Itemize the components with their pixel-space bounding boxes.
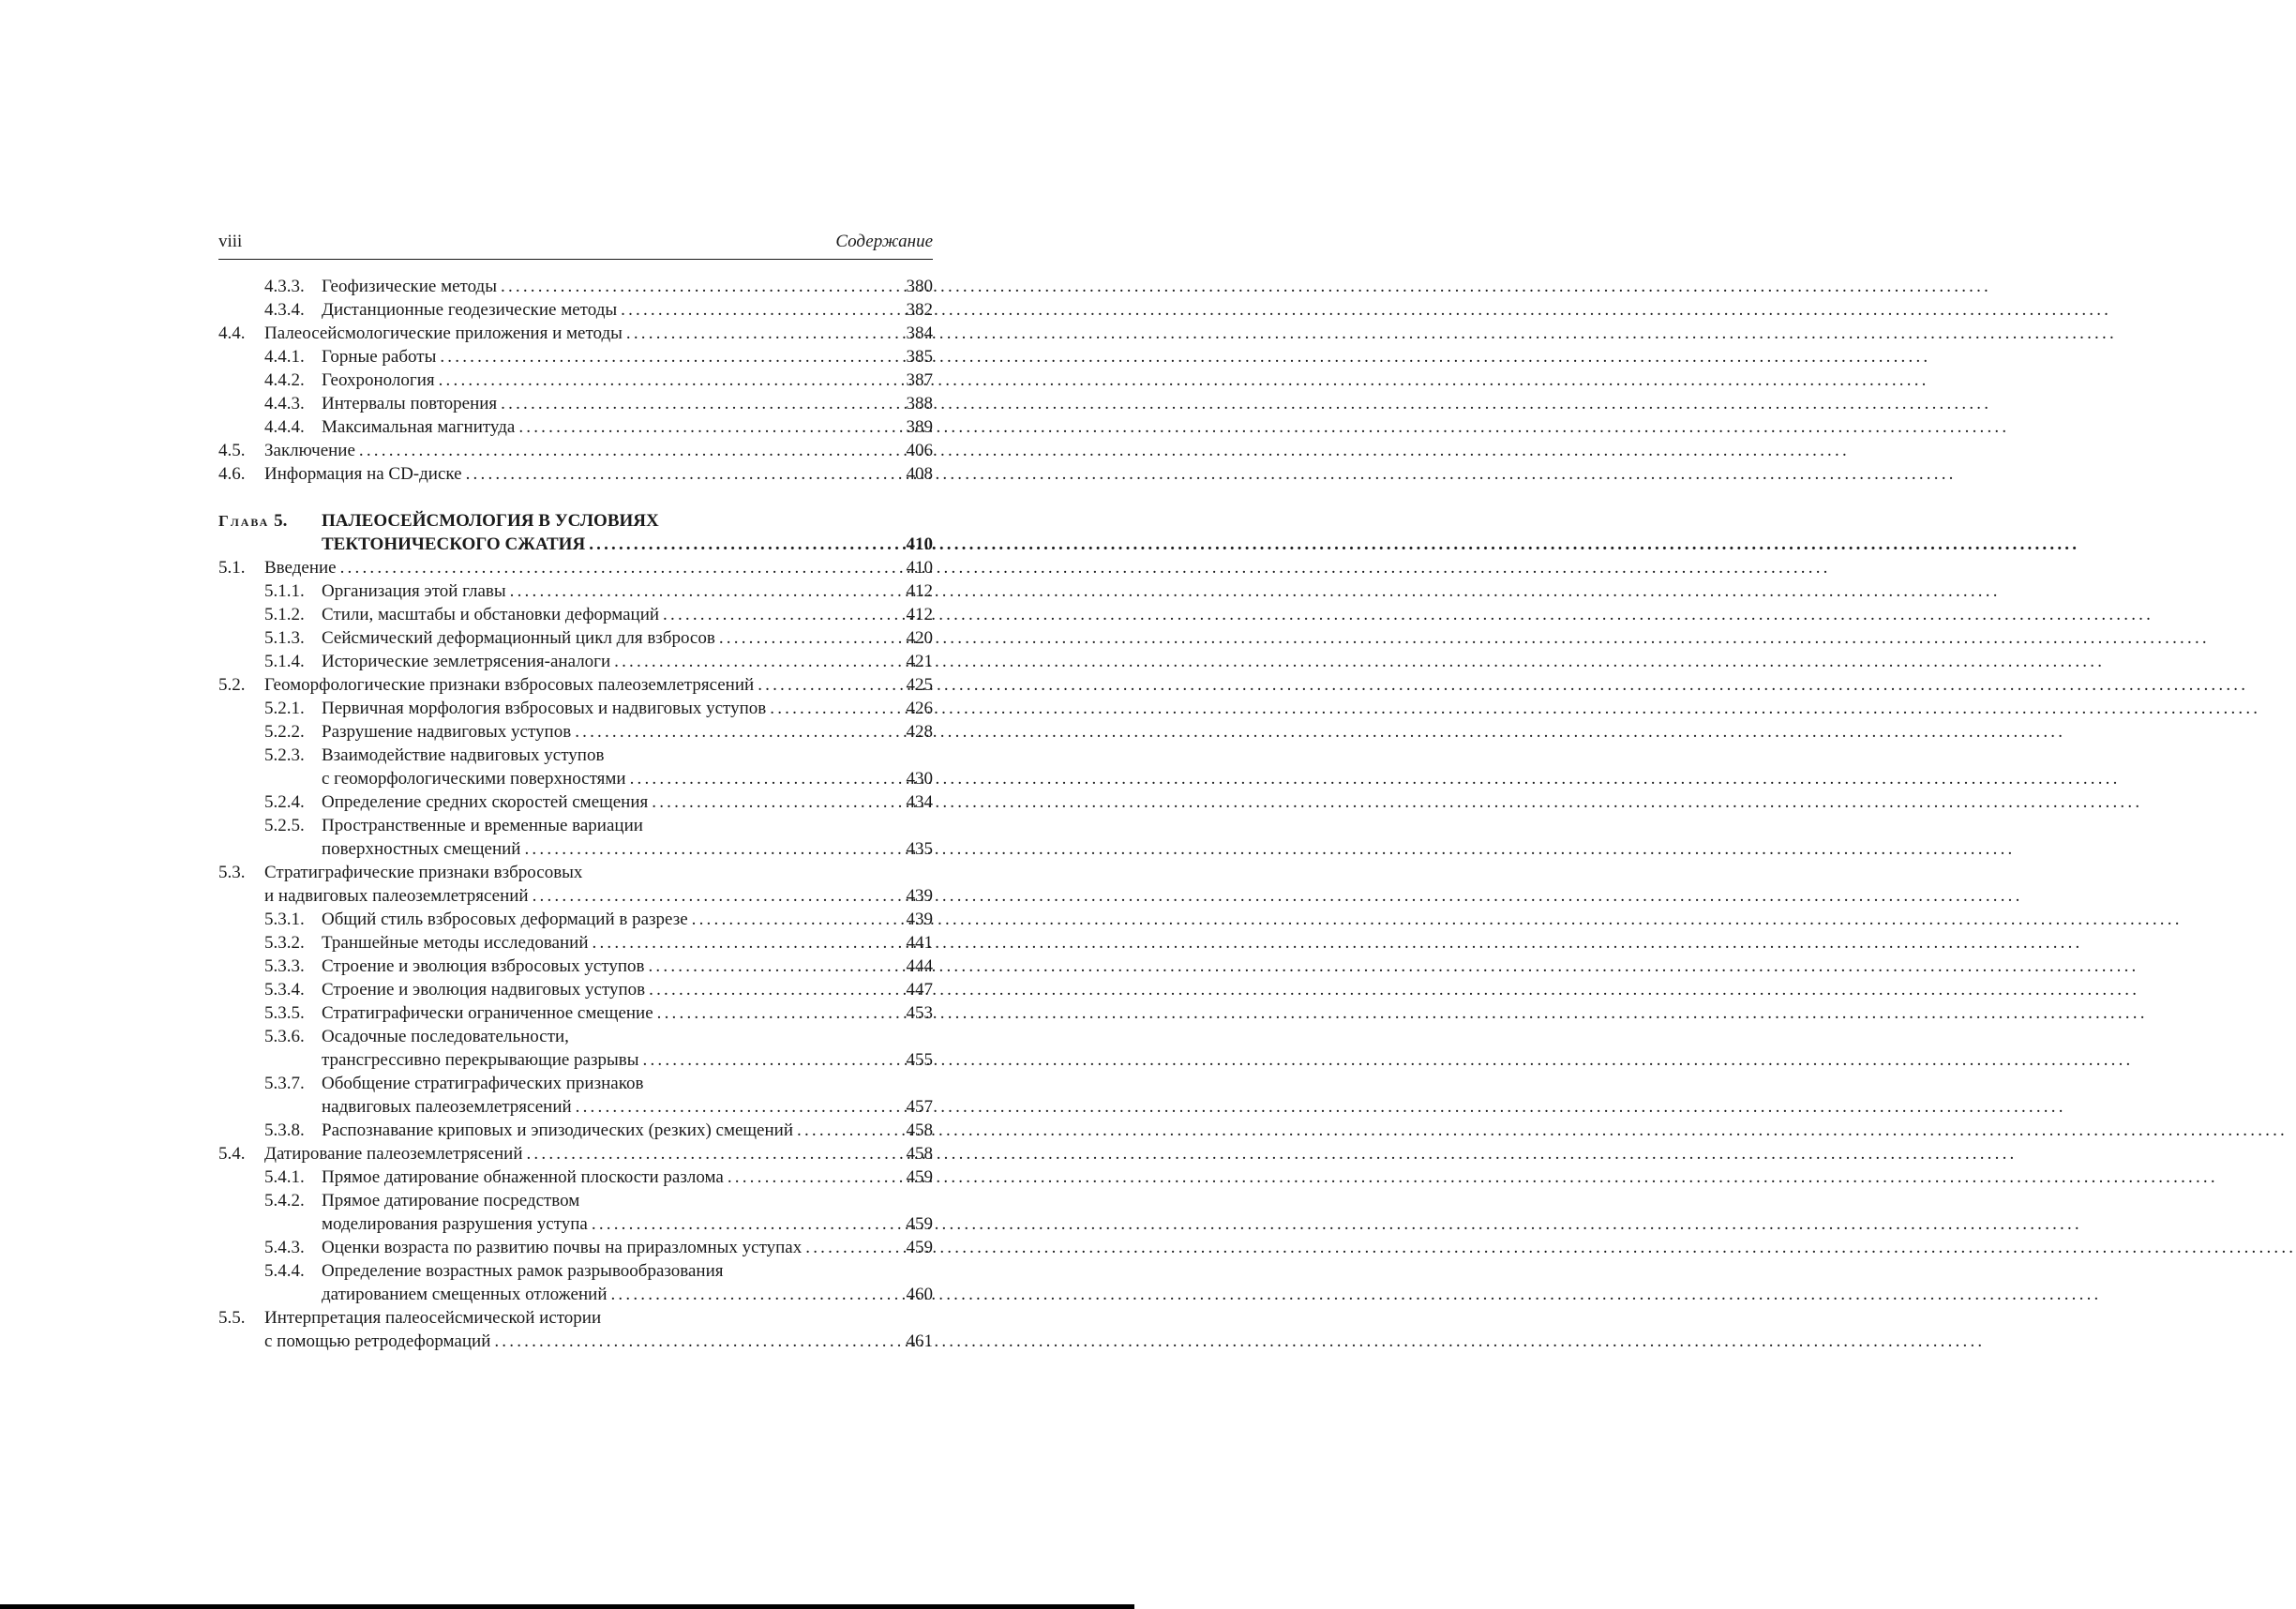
toc-entry-title: Введение	[264, 558, 337, 578]
toc-entry-line	[264, 1142, 933, 1165]
toc-entry[interactable]	[218, 861, 933, 908]
toc-entry-page: 458	[906, 1120, 933, 1140]
toc-entry-title: Определение возрастных рамок разрывообразования	[322, 1261, 724, 1281]
toc-entry-line	[322, 368, 933, 392]
toc-entry-line	[322, 1001, 933, 1025]
toc-entry-title: Пространственные и временные вариации	[322, 816, 643, 835]
toc-entry-page: 441	[906, 933, 933, 953]
toc-entry-page: 412	[906, 605, 933, 624]
toc-entry-number: 5.4.2.	[264, 1191, 305, 1211]
toc-entry[interactable]	[218, 1165, 933, 1189]
toc-entry-number: 5.3.5.	[264, 1003, 305, 1023]
toc-entry-number: 4.4.1.	[264, 347, 305, 367]
chapter-title	[322, 509, 933, 556]
toc-entry-number: 5.1.3.	[264, 628, 305, 648]
toc-entry[interactable]	[218, 1236, 933, 1259]
toc-entry-line	[322, 697, 933, 720]
leader-dots	[715, 626, 907, 650]
toc-entry-body	[322, 790, 933, 814]
toc-entry[interactable]	[218, 345, 933, 368]
toc-entry-page: 382	[906, 300, 933, 320]
toc-entry[interactable]	[218, 1119, 933, 1142]
toc-entry-title: Геоморфологические признаки взбросовых палеоземлетрясений	[264, 675, 755, 695]
toc-entry[interactable]	[218, 720, 933, 744]
toc-entry-body	[264, 673, 933, 697]
toc-entry-number: 5.4.4.	[264, 1261, 305, 1281]
toc-entry-number: 5.4.1.	[264, 1167, 305, 1187]
toc-entry-line	[322, 1189, 933, 1212]
toc-entry-number: 5.4.	[218, 1144, 246, 1164]
toc-entry-number: 4.5.	[218, 441, 246, 460]
toc-entry-page: 434	[906, 792, 933, 812]
toc-entry-body	[264, 556, 933, 579]
toc-entry[interactable]	[218, 1259, 933, 1306]
leader-dots	[724, 1165, 907, 1189]
toc-entry-line	[264, 1330, 933, 1353]
toc-entry-line	[322, 1048, 933, 1072]
toc-entry-body	[264, 322, 933, 345]
toc-entry-line	[264, 556, 933, 579]
toc-entry-body	[322, 298, 933, 322]
toc-entry-body	[322, 345, 933, 368]
toc-entry-page: 453	[906, 1003, 933, 1023]
toc-entry-title: Оценки возраста по развитию почвы на приразломных уступах	[322, 1238, 803, 1257]
toc-entry-line	[322, 767, 933, 790]
toc-entry-page: 421	[906, 652, 933, 671]
toc-entry[interactable]	[218, 556, 933, 579]
toc-entry-title: Интерпретация палеосейсмической истории	[264, 1308, 602, 1328]
leader-dots	[659, 603, 906, 626]
leader-dots	[522, 1142, 906, 1165]
toc-entry[interactable]	[218, 462, 933, 486]
toc-entry-page: 460	[906, 1285, 933, 1304]
leader-dots	[644, 955, 906, 978]
toc-entry-body	[322, 1165, 933, 1189]
toc-entry-title: Интервалы повторения	[322, 394, 498, 414]
toc-entry-page: 439	[906, 910, 933, 929]
toc-entry-body	[322, 955, 933, 978]
toc-entry-number: 5.2.2.	[264, 722, 305, 742]
toc-entry-body	[322, 275, 933, 298]
leader-dots	[571, 720, 906, 744]
chapter-title-line1: ПАЛЕОСЕЙСМОЛОГИЯ В УСЛОВИЯХ	[322, 511, 659, 531]
toc-entry-number: 5.2.4.	[264, 792, 305, 812]
toc-entry-number: 5.3.3.	[264, 956, 305, 976]
toc-entry-line	[322, 345, 933, 368]
chapter-label-number: 5.	[274, 511, 288, 531]
toc-entry-number: 5.3.1.	[264, 910, 305, 929]
toc-entry-page: 410	[906, 558, 933, 578]
toc-section-chapter-4	[218, 275, 933, 486]
toc-entry[interactable]	[218, 673, 933, 697]
toc-entry-line	[322, 392, 933, 415]
toc-entry[interactable]	[218, 978, 933, 1001]
toc-entry-title: Организация этой главы	[322, 581, 506, 601]
toc-entry-body	[322, 1236, 933, 1259]
toc-entry-page: 420	[906, 628, 933, 648]
leader-dots	[626, 767, 907, 790]
toc-entry[interactable]	[218, 790, 933, 814]
toc-entry[interactable]	[218, 1072, 933, 1119]
toc-entry-number: 5.1.4.	[264, 652, 305, 671]
leader-dots	[497, 275, 907, 298]
toc-entry-number: 5.3.2.	[264, 933, 305, 953]
toc-entry-page: 408	[906, 464, 933, 484]
toc-entry-line	[264, 322, 933, 345]
toc-entry-line	[322, 955, 933, 978]
toc-entry-page: 461	[906, 1331, 933, 1351]
toc-entry[interactable]	[218, 1142, 933, 1165]
toc-entry-page: 430	[906, 769, 933, 789]
toc-entry-page: 406	[906, 441, 933, 460]
toc-entry-title: Заключение	[264, 441, 355, 460]
toc-entry-number: 5.3.7.	[264, 1074, 305, 1093]
toc-entry-body	[322, 603, 933, 626]
leader-dots	[355, 439, 907, 462]
toc-entry-title: поверхностных смещений	[322, 839, 521, 859]
toc-entry-body	[264, 861, 933, 908]
toc-entry-number: 4.6.	[218, 464, 246, 484]
toc-entry-page: 380	[906, 277, 933, 296]
toc-entry-number: 5.2.3.	[264, 745, 305, 765]
leader-dots	[497, 392, 906, 415]
toc-entry-body	[322, 908, 933, 931]
toc-entry-number: 5.1.2.	[264, 605, 305, 624]
toc-entry-body	[322, 1025, 933, 1072]
toc-entry-body	[322, 579, 933, 603]
toc-entry-page: 428	[906, 722, 933, 742]
toc-entry-title: Стратиграфически ограниченное смещение	[322, 1003, 653, 1023]
chapter-title-line2: ТЕКТОНИЧЕСКОГО СЖАТИЯ	[322, 534, 586, 554]
toc-entry-page: 388	[906, 394, 933, 414]
toc-entry-title: Траншейные методы исследований	[322, 933, 589, 953]
leader-dots	[754, 673, 906, 697]
leader-dots	[639, 1048, 907, 1072]
toc-entry-number: 5.3.4.	[264, 980, 305, 1000]
toc-entry-line	[322, 415, 933, 439]
toc-entry[interactable]	[218, 931, 933, 955]
toc-entry[interactable]	[218, 1001, 933, 1025]
toc-entry[interactable]	[218, 814, 933, 861]
toc-entry-title: Дистанционные геодезические методы	[322, 300, 618, 320]
toc-entry-line	[322, 1025, 933, 1048]
page-content	[218, 231, 933, 1353]
toc-entry-number: 4.4.4.	[264, 417, 305, 437]
toc-entry-line	[264, 884, 933, 908]
toc-entry[interactable]	[218, 275, 933, 298]
toc-entry-number: 4.3.4.	[264, 300, 305, 320]
toc-entry-title: Строение и эволюция взбросовых уступов	[322, 956, 645, 976]
toc-entry-title: Горные работы	[322, 347, 437, 367]
toc-entry-number: 5.4.3.	[264, 1238, 305, 1257]
chapter-page-number: 410	[906, 534, 933, 554]
toc-entry-title: Палеосейсмологические приложения и методы	[264, 323, 623, 343]
toc-entry-line	[322, 837, 933, 861]
toc-entry-page: 384	[906, 323, 933, 343]
toc-entry-line	[322, 650, 933, 673]
toc-entry-page: 389	[906, 417, 933, 437]
leader-dots	[529, 884, 907, 908]
toc-entry-title: Прямое датирование посредством	[322, 1191, 580, 1211]
toc-entry-number: 4.3.3.	[264, 277, 305, 296]
toc-entry-line	[322, 298, 933, 322]
leader-dots	[802, 1236, 906, 1259]
toc-entry-number: 5.2.5.	[264, 816, 305, 835]
toc-entry[interactable]	[218, 1189, 933, 1236]
toc-entry[interactable]	[218, 908, 933, 931]
page-number: viii	[218, 232, 243, 251]
toc-entry-line	[322, 1259, 933, 1283]
toc-entry-number: 5.1.	[218, 558, 246, 578]
toc-entry[interactable]	[218, 392, 933, 415]
toc-entry-body	[322, 814, 933, 861]
toc-entry-page: 444	[906, 956, 933, 976]
leader-dots	[623, 322, 907, 345]
toc-entry-page: 435	[906, 839, 933, 859]
toc-entry-body	[322, 697, 933, 720]
toc-entry-title: Сейсмический деформационный цикл для взбросов	[322, 628, 715, 648]
scan-edge-line	[0, 1604, 1134, 1609]
leader-dots	[337, 556, 907, 579]
toc-entry-line	[322, 931, 933, 955]
toc-entry-line	[322, 603, 933, 626]
toc-entry-line	[322, 1165, 933, 1189]
toc-entry-number: 5.3.	[218, 863, 246, 882]
toc-entry-title: Распознавание криповых и эпизодических (резких) смещений	[322, 1120, 793, 1140]
toc-entry-number: 5.1.1.	[264, 581, 305, 601]
leader-dots	[572, 1095, 907, 1119]
toc-entry-title: Информация на CD-диске	[264, 464, 462, 484]
toc-entry-line	[264, 462, 933, 486]
leader-dots	[436, 345, 906, 368]
toc-entry-body	[322, 931, 933, 955]
leader-dots	[607, 1283, 906, 1306]
toc-entry-body	[322, 1072, 933, 1119]
toc-entry-line	[264, 861, 933, 884]
toc-entry-page: 426	[906, 699, 933, 718]
toc-entry-line	[322, 626, 933, 650]
toc-entry-number: 4.4.	[218, 323, 246, 343]
toc-entry-page: 439	[906, 886, 933, 906]
toc-entry-page: 459	[906, 1238, 933, 1257]
toc-entry[interactable]	[218, 439, 933, 462]
toc-entry-line	[322, 908, 933, 931]
toc-entry-title: Осадочные последовательности,	[322, 1027, 569, 1046]
toc-entry-number: 4.4.3.	[264, 394, 305, 414]
toc-entry-body	[322, 650, 933, 673]
toc-entry[interactable]	[218, 322, 933, 345]
toc-entry-number: 5.3.6.	[264, 1027, 305, 1046]
toc-entry-page: 425	[906, 675, 933, 695]
leader-dots	[653, 1001, 907, 1025]
toc-entry-body	[322, 1259, 933, 1306]
toc-entry-line	[322, 720, 933, 744]
toc-section-chapter-5	[218, 556, 933, 1353]
toc-entry-body	[264, 439, 933, 462]
toc-entry-number: 4.4.2.	[264, 370, 305, 390]
toc-entry-page: 412	[906, 581, 933, 601]
toc-entry-title: Общий стиль взбросовых деформаций в разрезе	[322, 910, 688, 929]
leader-dots	[610, 650, 906, 673]
toc-entry-title: Определение средних скоростей смещения	[322, 792, 649, 812]
toc-entry-title: Исторические землетрясения-аналоги	[322, 652, 611, 671]
toc-entry-line	[264, 1306, 933, 1330]
toc-entry-page: 459	[906, 1214, 933, 1234]
toc-entry-title: моделирования разрушения уступа	[322, 1214, 588, 1234]
leader-dots	[589, 931, 907, 955]
chapter-title-line	[322, 533, 933, 556]
toc-entry-body	[322, 744, 933, 790]
leader-dots	[462, 462, 907, 486]
toc-entry-line	[322, 744, 933, 767]
toc-entry-title: Прямое датирование обнаженной плоскости разлома	[322, 1167, 724, 1187]
toc-entry-number: 5.5.	[218, 1308, 246, 1328]
toc-entry-number: 5.3.8.	[264, 1120, 305, 1140]
toc-entry-body	[322, 626, 933, 650]
leader-dots	[506, 579, 907, 603]
toc-entry-line	[322, 978, 933, 1001]
running-head-title: Содержание	[835, 232, 933, 251]
leader-dots	[617, 298, 906, 322]
toc-entry-body	[264, 1306, 933, 1353]
toc-entry[interactable]	[218, 298, 933, 322]
toc-entry-body	[322, 1189, 933, 1236]
toc-entry[interactable]	[218, 626, 933, 650]
toc-entry-line	[322, 1283, 933, 1306]
toc-entry[interactable]	[218, 744, 933, 790]
toc-entry-line	[322, 1072, 933, 1095]
toc-entry-body	[264, 1142, 933, 1165]
toc-entry-number: 5.2.	[218, 675, 246, 695]
toc-entry-line	[264, 439, 933, 462]
toc-entry-title: и надвиговых палеоземлетрясений	[264, 886, 529, 906]
toc-entry-title: Строение и эволюция надвиговых уступов	[322, 980, 646, 1000]
toc-entry-page: 385	[906, 347, 933, 367]
toc-entry-title: Геохронология	[322, 370, 435, 390]
leader-dots	[585, 533, 906, 556]
toc-entry-title: Датирование палеоземлетрясений	[264, 1144, 523, 1164]
toc-entry-page: 447	[906, 980, 933, 1000]
leader-dots	[435, 368, 907, 392]
chapter-title-line	[322, 509, 933, 533]
toc-entry-line	[264, 673, 933, 697]
leader-dots	[793, 1119, 907, 1142]
toc-entry-line	[322, 814, 933, 837]
leader-dots	[515, 415, 906, 439]
leader-dots	[766, 697, 906, 720]
toc-entry-title: Стратиграфические признаки взбросовых	[264, 863, 583, 882]
toc-entry-number: 5.2.1.	[264, 699, 305, 718]
toc-entry-body	[322, 392, 933, 415]
chapter-heading[interactable]	[218, 509, 933, 556]
leader-dots	[688, 908, 907, 931]
toc-entry-line	[322, 1236, 933, 1259]
toc-entry-title: Разрушение надвиговых уступов	[322, 722, 572, 742]
toc-entry-body	[322, 368, 933, 392]
chapter-label	[218, 509, 322, 556]
toc-entry[interactable]	[218, 697, 933, 720]
toc-entry-title: трансгрессивно перекрывающие разрывы	[322, 1050, 639, 1070]
toc-entry-line	[322, 1212, 933, 1236]
toc-entry-line	[322, 1119, 933, 1142]
toc-entry[interactable]	[218, 955, 933, 978]
leader-dots	[645, 978, 906, 1001]
toc-entry-line	[322, 579, 933, 603]
chapter-label-word: Глава	[218, 512, 270, 530]
leader-dots	[490, 1330, 906, 1353]
running-head	[218, 231, 933, 260]
toc-entry-body	[264, 462, 933, 486]
leader-dots	[520, 837, 906, 861]
toc-entry[interactable]	[218, 415, 933, 439]
toc-entry-title: Геофизические методы	[322, 277, 497, 296]
toc-entry[interactable]	[218, 368, 933, 392]
toc-entry-title: датированием смещенных отложений	[322, 1285, 608, 1304]
toc-entry-title: Максимальная магнитуда	[322, 417, 516, 437]
toc-entry-title: Взаимодействие надвиговых уступов	[322, 745, 605, 765]
toc-entry-page: 457	[906, 1097, 933, 1117]
toc-entry[interactable]	[218, 650, 933, 673]
toc-entry-page: 387	[906, 370, 933, 390]
toc-entry-line	[322, 1095, 933, 1119]
toc-entry-title: Первичная морфология взбросовых и надвиговых уступов	[322, 699, 767, 718]
toc-entry-body	[322, 978, 933, 1001]
leader-dots	[648, 790, 906, 814]
toc-entry-line	[322, 275, 933, 298]
toc-entry-page: 458	[906, 1144, 933, 1164]
toc-entry-body	[322, 720, 933, 744]
leader-dots	[588, 1212, 907, 1236]
toc-entry-title: Стили, масштабы и обстановки деформаций	[322, 605, 660, 624]
toc-entry[interactable]	[218, 603, 933, 626]
toc-entry-line	[322, 790, 933, 814]
toc-entry-title: надвиговых палеоземлетрясений	[322, 1097, 572, 1117]
toc-entry-title: с геоморфологическими поверхностями	[322, 769, 626, 789]
toc-entry-page: 459	[906, 1167, 933, 1187]
toc-entry-title: с помощью ретродеформаций	[264, 1331, 491, 1351]
table-of-contents	[218, 275, 933, 1353]
toc-entry[interactable]	[218, 579, 933, 603]
toc-entry-body	[322, 1119, 933, 1142]
toc-entry[interactable]	[218, 1025, 933, 1072]
toc-entry-body	[322, 1001, 933, 1025]
toc-entry[interactable]	[218, 1306, 933, 1353]
toc-entry-body	[322, 415, 933, 439]
toc-entry-page: 455	[906, 1050, 933, 1070]
toc-entry-title: Обобщение стратиграфических признаков	[322, 1074, 644, 1093]
